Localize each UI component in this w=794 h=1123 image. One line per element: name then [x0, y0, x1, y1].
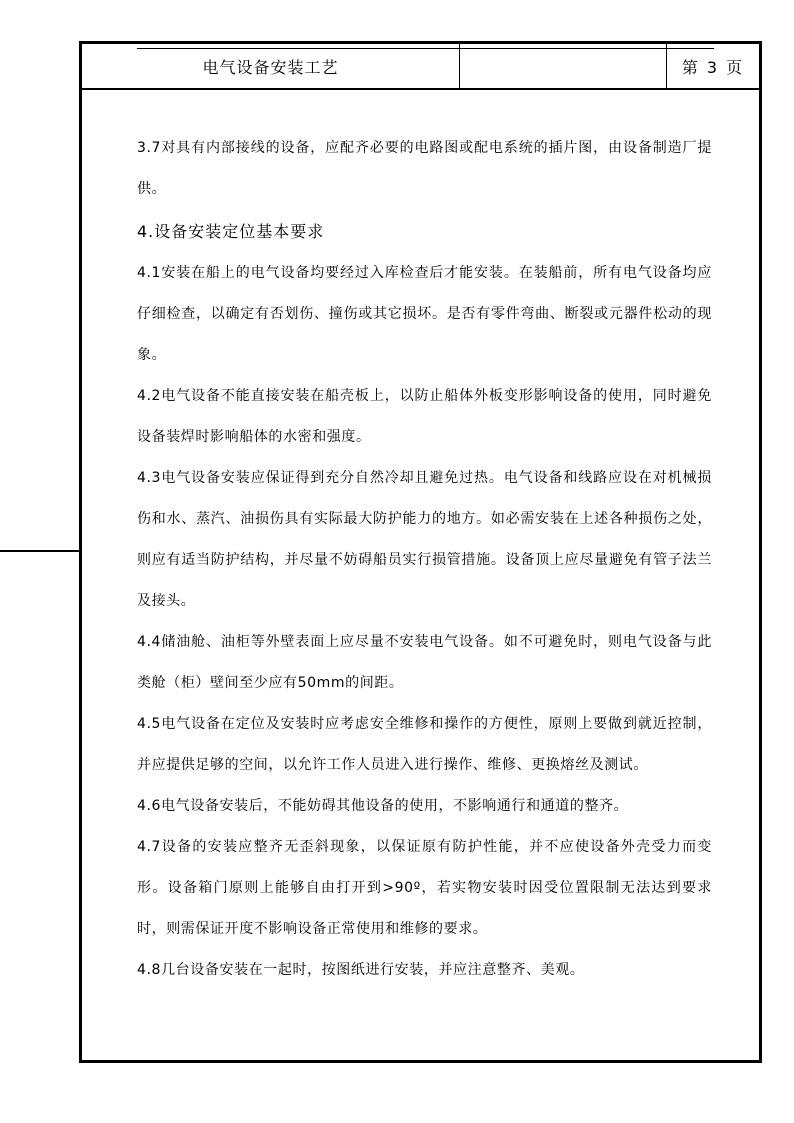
header-blank-cell: [460, 44, 667, 88]
document-title: 电气设备安装工艺: [82, 44, 460, 88]
paragraph-4-4: 4.4储油舱、油柜等外壁表面上应尽量不安装电气设备。如不可避免时，则电气设备与此类舱（柜）壁间至少应有50mm的间距。: [137, 634, 712, 691]
paragraph-4-2: 4.2电气设备不能直接安装在船壳板上，以防止船体外板变形影响设备的使用，同时避免设备装焊时影响船体的水密和强度。: [137, 388, 712, 445]
document-body: [137, 128, 712, 991]
page-frame: [79, 41, 762, 1063]
paragraph-4-3: 4.3电气设备安装应保证得到充分自然冷却且避免过热。电气设备和线路应设在对机械损伤和水、蒸汽、油损伤具有实际最大防护能力的地方。如必需安装在上述各种损伤之处，则应有适当防护结构，并尽量不妨碍船员实行损管措施。设备顶上应尽量避免有管子法兰及接头。: [137, 470, 712, 609]
paragraph-4-6: 4.6电气设备安装后，不能妨碍其他设备的使用，不影响通行和通道的整齐。: [137, 798, 629, 814]
paragraph-4-1: 4.1安装在船上的电气设备均要经过入库检查后才能安装。在装船前，所有电气设备均应仔细检查，以确定有否划伤、撞伤或其它损坏。是否有零件弯曲、断裂或元器件松动的现象。: [137, 265, 712, 363]
binding-margin-line: [0, 550, 79, 552]
section-heading-4: 4.设备安装定位基本要求: [137, 222, 325, 241]
paragraph-3-7: 3.7对具有内部接线的设备，应配齐必要的电路图或配电系统的插片图，由设备制造厂提供。: [137, 140, 712, 197]
page-number: 第 3 页: [681, 57, 745, 77]
paragraph-4-5: 4.5电气设备在定位及安装时应考虑安全维修和操作的方便性，原则上要做到就近控制，并应提供足够的空间，以允许工作人员进入进行操作、维修、更换熔丝及测试。: [137, 716, 712, 773]
header-table: [82, 44, 759, 90]
paragraph-4-8: 4.8几台设备安装在一起时，按图纸进行安装，并应注意整齐、美观。: [137, 962, 585, 978]
paragraph-4-7: 4.7设备的安装应整齐无歪斜现象，以保证原有防护性能，并不应使设备外壳受力而变形。设备箱门原则上能够自由打开到>90º，若实物安装时因受位置限制无法达到要求时，则需保证开度不影响设备正常使用和维修的要求。: [137, 839, 712, 937]
